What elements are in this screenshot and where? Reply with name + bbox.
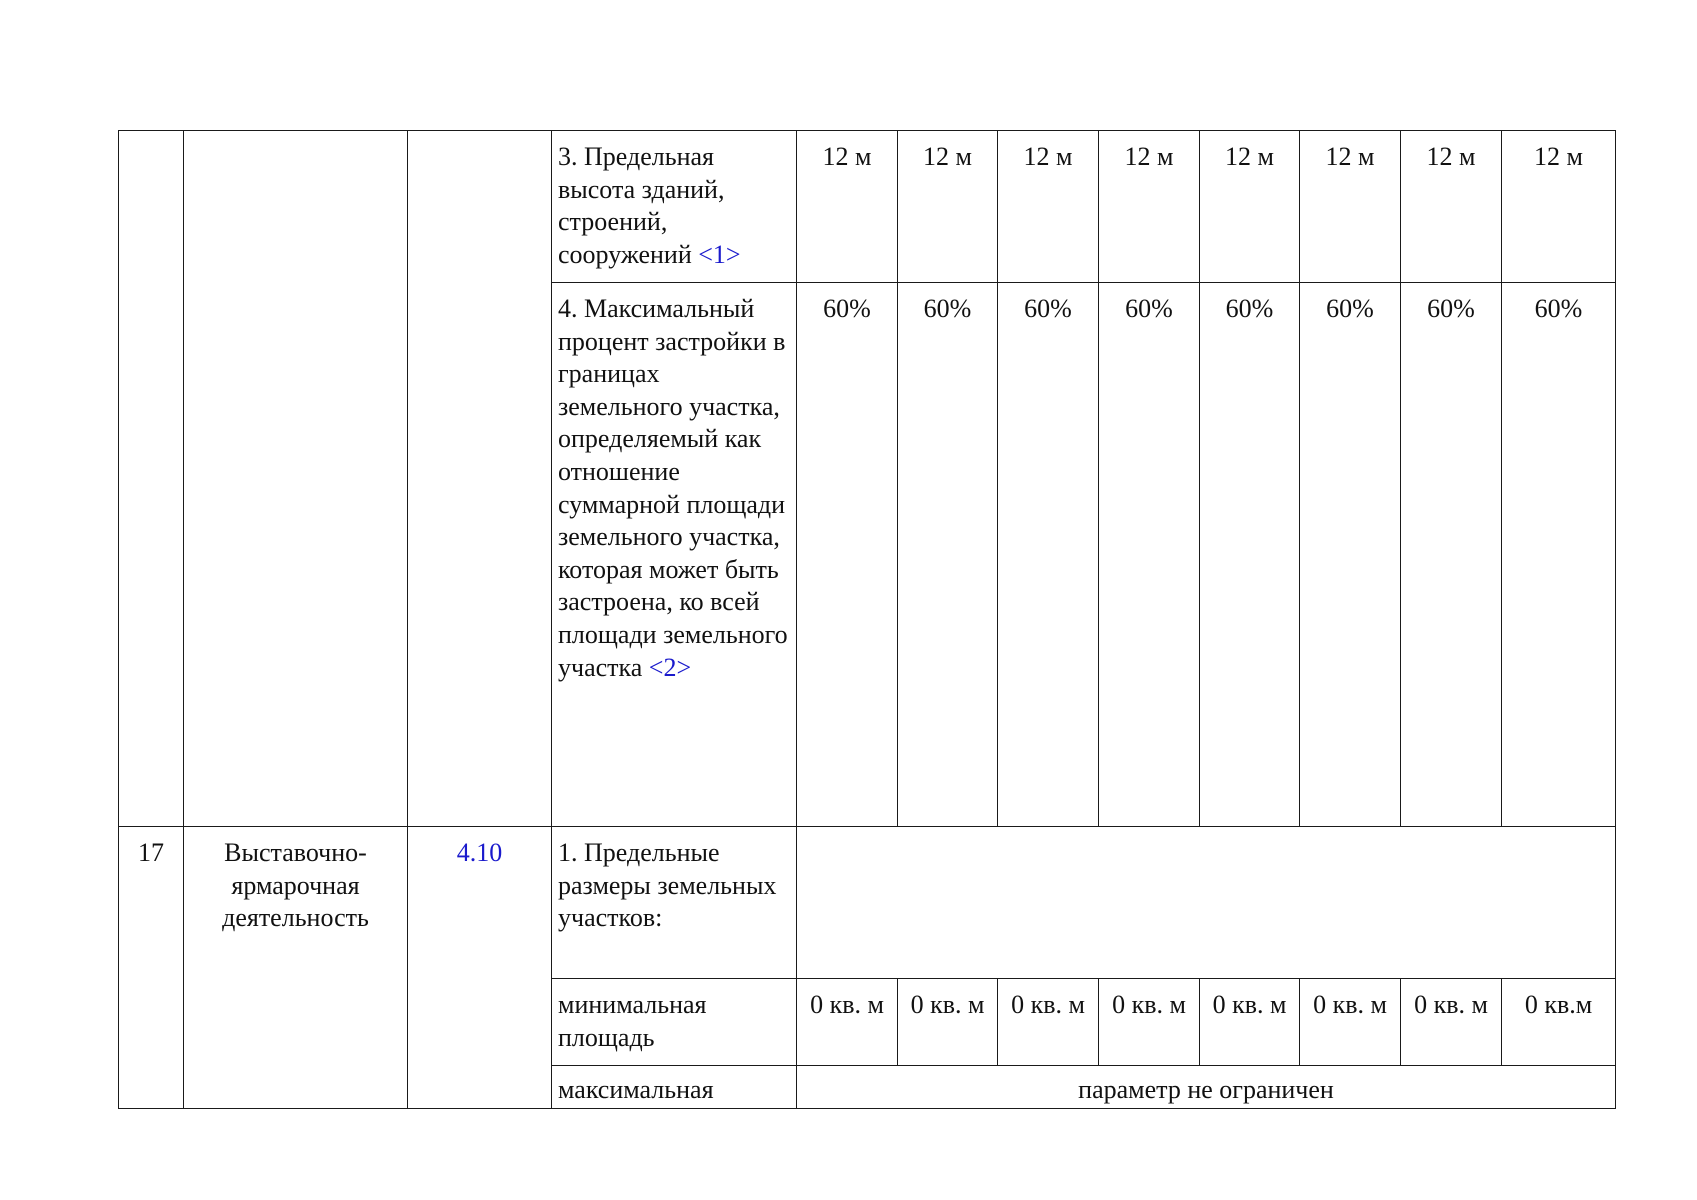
entry-code-cell (408, 827, 552, 1109)
zoning-parameters-table (118, 130, 1616, 1109)
value-cell: 12 м (1502, 131, 1616, 283)
value-cell: 60% (1099, 283, 1200, 827)
value-cell: 12 м (898, 131, 998, 283)
param-max-area: максимальная (552, 1066, 797, 1109)
value-cell: 0 кв. м (1300, 979, 1401, 1066)
value-cell: 0 кв. м (998, 979, 1099, 1066)
value-cell: 12 м (1401, 131, 1502, 283)
value-cell: 60% (797, 283, 898, 827)
param-text: 4. Максимальный процент застройки в границах земельного участка, определяемый как отношение суммарной площади земельного участка, которая может быть застроена, ко всей площади земельного участка (558, 294, 788, 682)
footnote-link[interactable]: <1> (698, 239, 741, 269)
param-max-height (552, 131, 797, 283)
value-cell: 60% (1200, 283, 1300, 827)
value-cell: 60% (898, 283, 998, 827)
value-cell: 12 м (1099, 131, 1200, 283)
value-cell: 0 кв. м (1401, 979, 1502, 1066)
number-cell-empty (119, 131, 184, 827)
entry-number: 17 (119, 827, 184, 1109)
value-cell: 0 кв.м (1502, 979, 1616, 1066)
code-cell-empty (408, 131, 552, 827)
value-cell: 0 кв. м (1200, 979, 1300, 1066)
value-cell: 60% (1300, 283, 1401, 827)
param-max-coverage (552, 283, 797, 827)
param-plot-limits: 1. Предельные размеры земельных участков: (552, 827, 797, 979)
param-min-area: минимальная площадь (552, 979, 797, 1066)
table-row (119, 827, 1616, 979)
value-cell: 12 м (797, 131, 898, 283)
max-area-value: параметр не ограничен (797, 1066, 1616, 1109)
table-row (119, 131, 1616, 283)
value-cell: 0 кв. м (1099, 979, 1200, 1066)
value-cell: 12 м (1300, 131, 1401, 283)
limits-empty-cell (797, 827, 1616, 979)
value-cell: 12 м (998, 131, 1099, 283)
param-text: 3. Предельная высота зданий, строений, сооружений (558, 142, 725, 269)
name-cell-empty (184, 131, 408, 827)
value-cell: 60% (1401, 283, 1502, 827)
value-cell: 60% (1502, 283, 1616, 827)
value-cell: 12 м (1200, 131, 1300, 283)
entry-code-link[interactable]: 4.10 (456, 838, 503, 867)
value-cell: 0 кв. м (898, 979, 998, 1066)
entry-name: Выставочно-ярмарочная деятельность (184, 827, 408, 1109)
value-cell: 60% (998, 283, 1099, 827)
footnote-link[interactable]: <2> (648, 652, 692, 682)
value-cell: 0 кв. м (797, 979, 898, 1066)
